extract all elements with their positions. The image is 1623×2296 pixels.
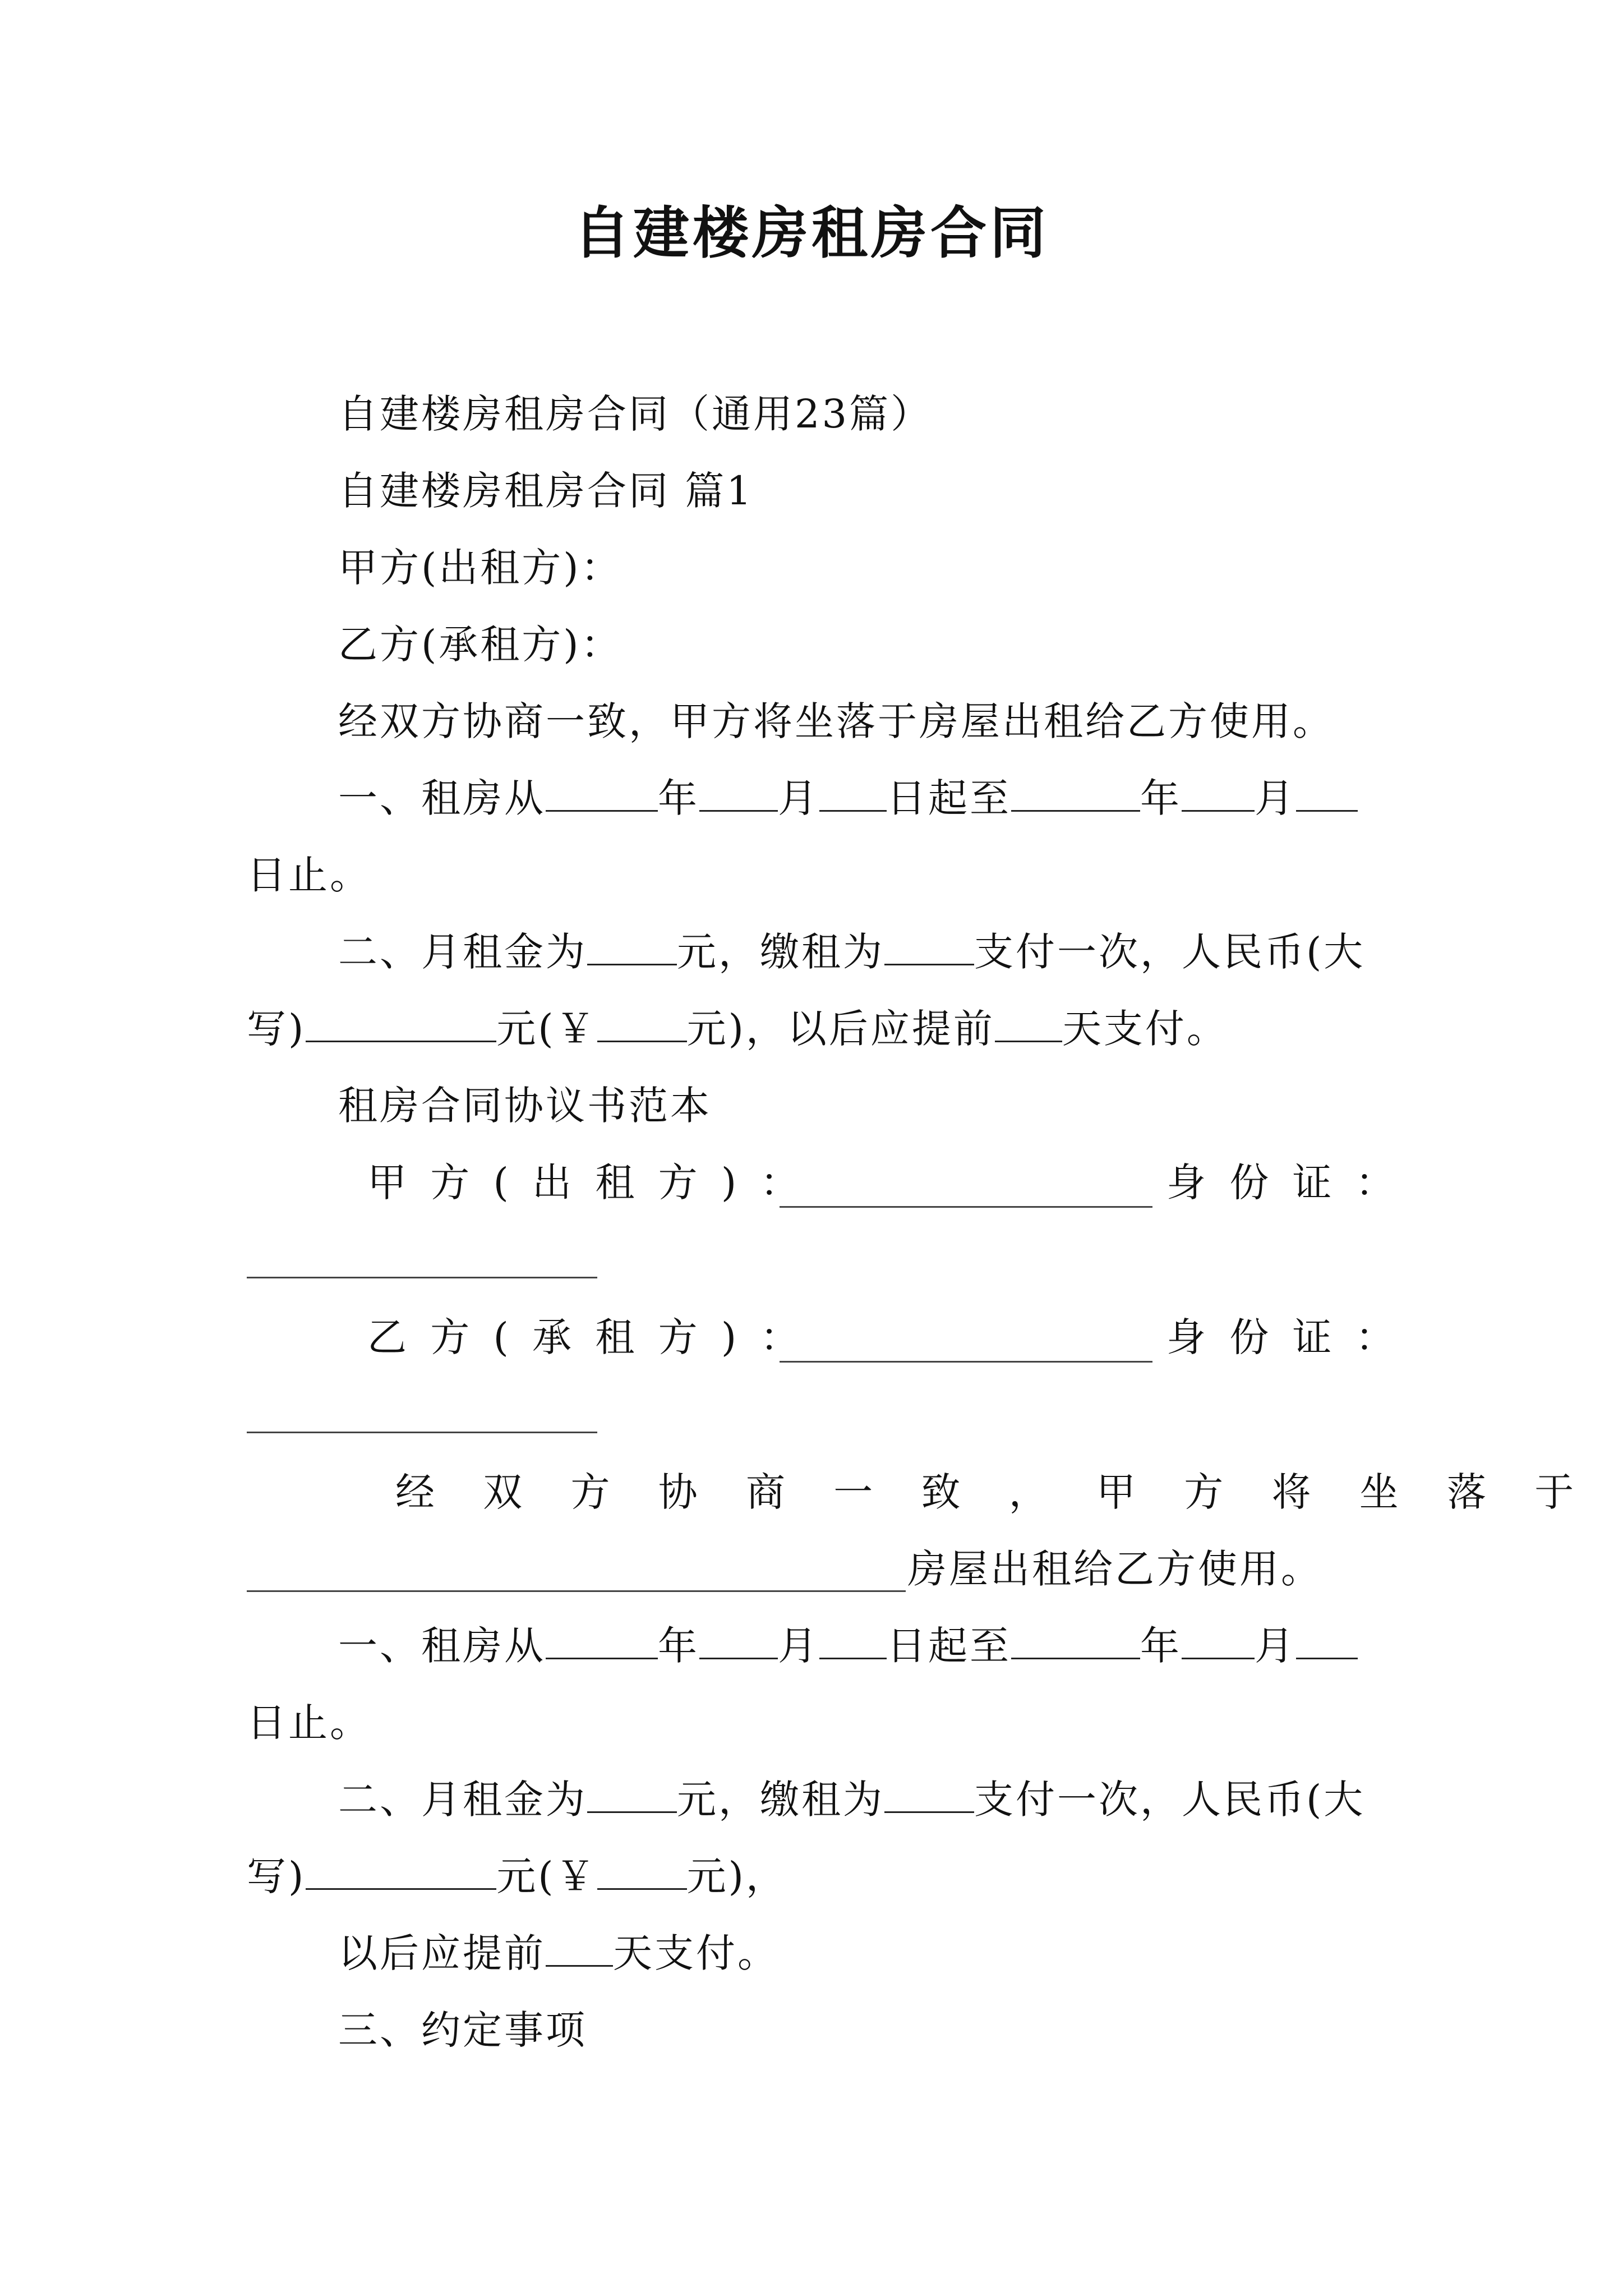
blank-field: [699, 1618, 778, 1659]
text: 二、月租金为: [338, 1777, 587, 1823]
paragraph-term-2: [338, 1618, 1358, 1674]
paragraph-agreement-2-cont: 房屋出租给乙方使用。: [907, 1546, 1322, 1592]
paragraph-agreement-2: 经 双 方 协 商 一 致 ， 甲 方 将 坐 落 于: [395, 1469, 1592, 1515]
blank-field: [1182, 771, 1255, 812]
text: 月: [1255, 775, 1296, 821]
blank-field: [884, 924, 974, 965]
paragraph-advance-payment: [338, 1925, 779, 1981]
text: 甲 方 ( 出 租 方 ) ：: [367, 1159, 805, 1205]
text: 日起至: [887, 775, 1011, 821]
blank-field: [1011, 771, 1140, 812]
blank-field: [884, 1772, 974, 1813]
text: 一、租房从: [338, 775, 546, 821]
blank-field: [546, 771, 658, 812]
blank-field: [780, 1361, 1152, 1363]
id-label: 身 份 证 ：: [1166, 1159, 1400, 1205]
blank-field: [247, 1432, 597, 1433]
paragraph-term-1: [338, 770, 1358, 826]
paragraph-party-b-id: [367, 1309, 805, 1365]
text: 乙 方 ( 承 租 方 ) ：: [367, 1314, 805, 1360]
text: 写): [247, 1006, 306, 1052]
paragraph-section-heading: 自建楼房租房合同 篇1: [338, 468, 754, 514]
blank-field: [1182, 1618, 1255, 1659]
blank-field: [247, 1590, 906, 1592]
text: 元)，: [686, 1853, 787, 1899]
blank-field: [597, 1849, 687, 1890]
text: 天支付。: [613, 1930, 779, 1976]
paragraph-rent-2: [338, 1772, 1365, 1828]
blank-field: [699, 771, 778, 812]
paragraph-agreement: 经双方协商一致，甲方将坐落于房屋出租给乙方使用。: [338, 698, 1334, 744]
text: 元(￥: [496, 1853, 597, 1899]
blank-field: [306, 1001, 496, 1042]
text: 支付一次，人民币(大: [974, 929, 1366, 975]
paragraph-rent-1: [338, 924, 1365, 980]
paragraph-template-heading: 租房合同协议书范本: [338, 1083, 712, 1129]
text: 月: [1255, 1623, 1296, 1669]
blank-field: [995, 1001, 1062, 1042]
blank-field: [1011, 1618, 1140, 1659]
text: 年: [1140, 775, 1182, 821]
text: 元(￥: [496, 1006, 597, 1052]
paragraph-rent-1-cont: [247, 1001, 1228, 1057]
text: 二、月租金为: [338, 929, 587, 975]
blank-field: [819, 1618, 887, 1659]
paragraph-party-a: 甲方(出租方)：: [338, 545, 623, 591]
text: 天支付。: [1062, 1006, 1228, 1052]
text: 月: [778, 775, 819, 821]
text: 日起至: [887, 1623, 1011, 1669]
text: 年: [1140, 1623, 1182, 1669]
paragraph-term-2-cont: 日止。: [247, 1700, 371, 1746]
paragraph-rent-2-cont: [247, 1848, 787, 1904]
blank-field: [1296, 771, 1358, 812]
text: 年: [658, 1623, 699, 1669]
blank-field: [1296, 1618, 1358, 1659]
text: 元)，以后应提前: [686, 1006, 995, 1052]
text: 元，缴租为: [677, 1777, 884, 1823]
blank-field: [546, 1618, 658, 1659]
paragraph-section-terms: 三、约定事项: [338, 2007, 587, 2053]
blank-field: [819, 771, 887, 812]
blank-field: [306, 1849, 496, 1890]
text: 年: [658, 775, 699, 821]
text: 元，缴租为: [677, 929, 884, 975]
paragraph-subtitle: 自建楼房租房合同（通用23篇）: [338, 391, 933, 437]
text: 月: [778, 1623, 819, 1669]
paragraph-term-1-cont: 日止。: [247, 852, 371, 898]
blank-field: [780, 1206, 1152, 1208]
text: 写): [247, 1853, 306, 1899]
paragraph-party-a-id: [367, 1154, 805, 1211]
text: 支付一次，人民币(大: [974, 1777, 1366, 1823]
paragraph-party-b: 乙方(承租方)：: [338, 622, 623, 668]
text: 一、租房从: [338, 1623, 546, 1669]
document-title: 自建楼房租房合同: [574, 200, 1049, 266]
id-label: 身 份 证 ：: [1166, 1314, 1400, 1360]
blank-field: [546, 1926, 613, 1967]
blank-field: [597, 1001, 687, 1042]
blank-field: [247, 1277, 597, 1278]
blank-field: [587, 924, 677, 965]
text: 以后应提前: [338, 1930, 546, 1976]
blank-field: [587, 1772, 677, 1813]
